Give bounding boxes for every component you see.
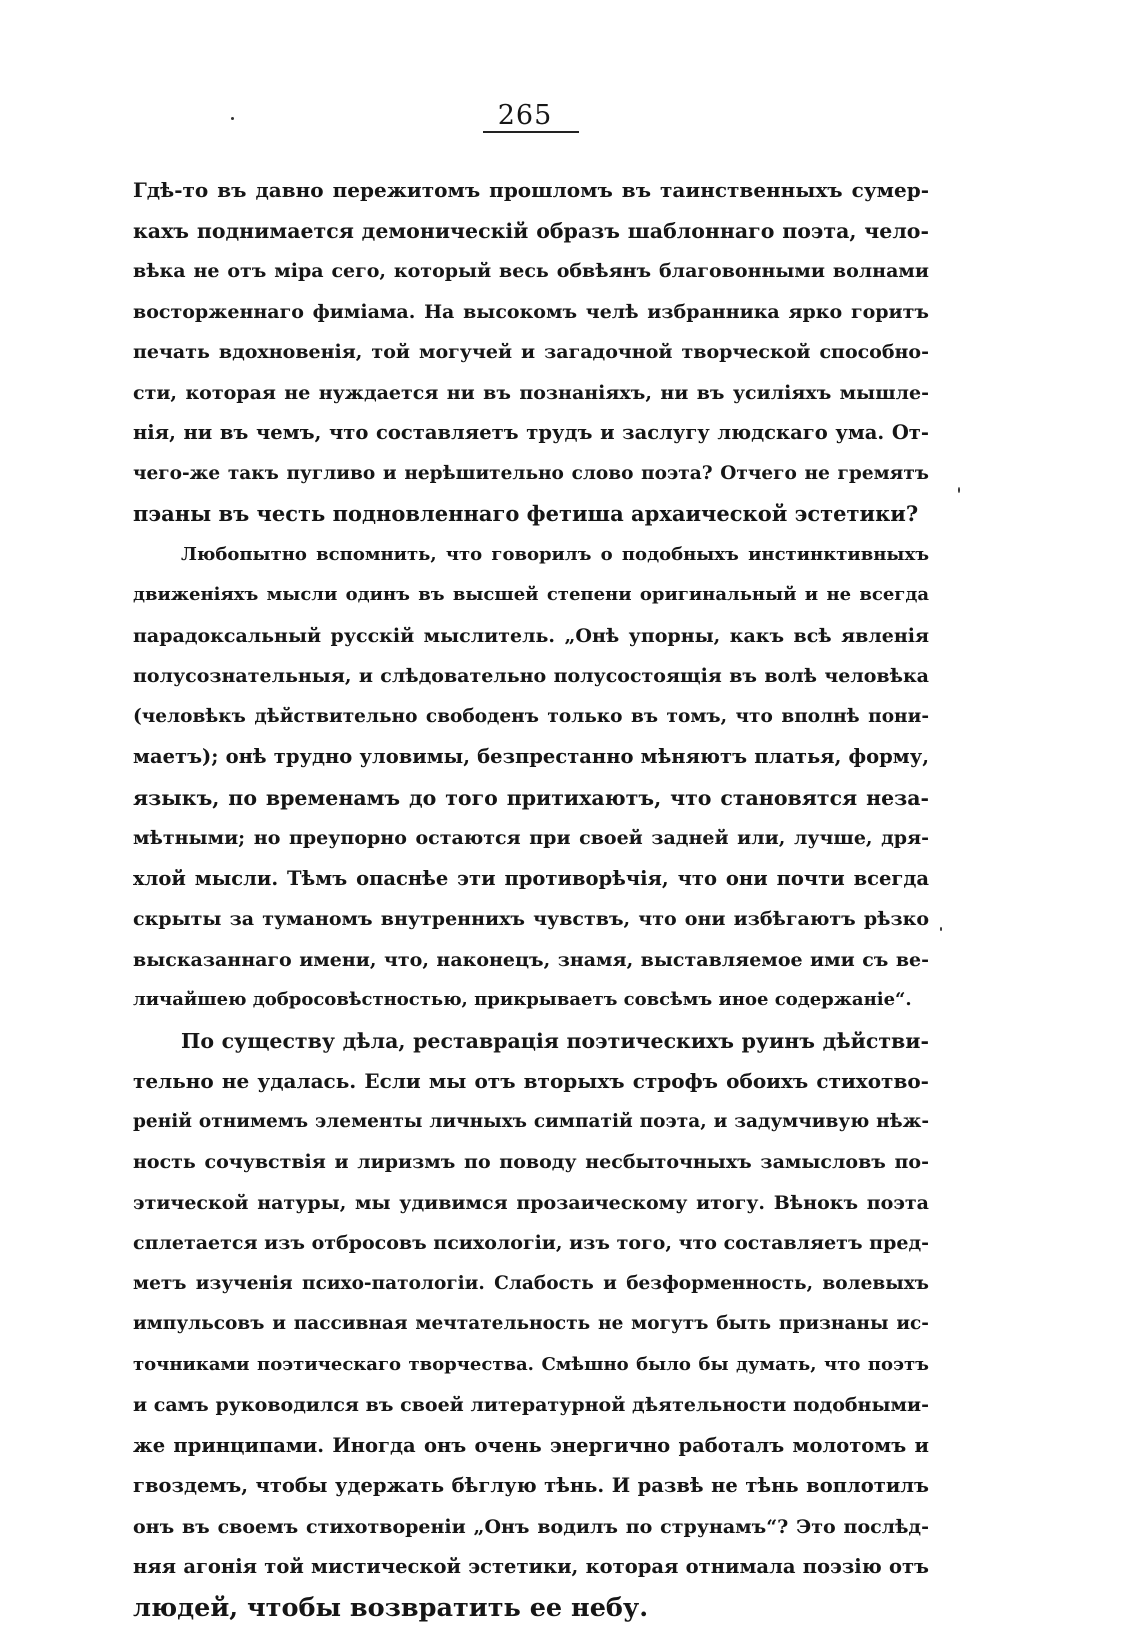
text-line: гвоздемъ, чтобы удержать бѣглую тѣнь. И развѣ не тѣнь воплотилъ [133,1474,929,1497]
text-line: Гдѣ-то въ давно пережитомъ прошломъ въ таинственныхъ сумер- [133,178,929,202]
text-line: этической натуры, мы удивимся прозаическому итогу. Вѣнокъ поэта [133,1191,929,1214]
ink-speck [940,927,942,931]
ink-speck [958,487,960,493]
text-line: людей, чтобы возвратить ее небу. [133,1592,649,1623]
text-line: печать вдохновенія, той могучей и загадочной творческой способно- [133,341,929,363]
text-line: же принципами. Иногда онъ очень энергично работалъ молотомъ и [133,1433,929,1457]
text-line: личайшею добросовѣстностью, прикрываетъ совсѣмъ иное содержаніе“. [133,989,912,1010]
paragraph [133,1021,929,1629]
text-line: восторженнаго фиміама. На высокомъ челѣ избранника ярко горитъ [133,300,929,323]
text-line: пэаны въ честь подновленнаго фетиша архаической эстетики? [133,501,919,526]
paragraph [133,535,929,1021]
text-line: сплетается изъ отбросовъ психологіи, изъ того, что составляетъ пред- [133,1232,929,1254]
text-line: маетъ); онѣ трудно уловимы, безпрестанно мѣняютъ платья, форму, [133,745,929,768]
text-line: реній отнимемъ элементы личныхъ симпатій поэта, и задумчивую нѣж- [133,1110,929,1132]
body-text [133,170,929,1628]
text-line: вѣка не отъ міра сего, который весь обвѣянъ благовонными волнами [133,260,929,282]
page-number-rule [483,131,579,133]
text-line: точниками поэтическаго творчества. Смѣшно было бы думать, что поэтъ [133,1353,929,1375]
text-line: скрыты за туманомъ внутреннихъ чувствъ, что они избѣгаютъ рѣзко [133,908,929,930]
paragraph [133,170,929,535]
text-line: няя агонія той мистической эстетики, которая отнимала поэзію отъ [133,1555,929,1578]
text-line: парадоксальный русскій мыслитель. „Онѣ упорны, какъ всѣ явленія [133,624,929,647]
text-line: импульсовъ и пассивная мечтательность не могутъ быть признаны ис- [133,1313,929,1334]
text-line: нія, ни въ чемъ, что составляетъ трудъ и заслугу людскаго ума. От- [133,421,929,444]
text-line: чего-же такъ пугливо и нерѣшительно слово поэта? Отчего не гремятъ [133,462,929,484]
page-number: 265 [497,100,553,131]
text-line: хлой мысли. Тѣмъ опаснѣе эти противорѣчія, что они почти всегда [133,866,929,890]
text-line: высказаннаго имени, что, наконецъ, знамя, выставляемое ими съ ве- [133,948,929,971]
text-line: кахъ поднимается демоническій образъ шаблоннаго поэта, чело- [133,218,929,243]
text-line: Любопытно вспомнить, что говорилъ о подобныхъ инстинктивныхъ [181,543,929,565]
text-line: онъ въ своемъ стихотвореніи „Онъ водилъ по струнамъ“? Это послѣд- [133,1515,929,1538]
text-line: мѣтными; но преупорно остаются при своей задней или, лучше, дря- [133,827,929,849]
text-line: тельно не удалась. Если мы отъ вторыхъ строфъ обоихъ стихотво- [133,1069,929,1093]
text-line: и самъ руководился въ своей литературной дѣятельности подобными- [133,1394,929,1416]
text-line: метъ изученія психо-патологіи. Слабость и безформенность, волевыхъ [133,1272,929,1294]
text-line: движеніяхъ мысли одинъ въ высшей степени оригинальный и не всегда [133,584,929,605]
text-line: сти, которая не нуждается ни въ познаніяхъ, ни въ усиліяхъ мышле- [133,381,929,404]
text-line: полусознательныя, и слѣдовательно полусостоящія въ волѣ человѣка [133,665,929,687]
text-line: языкъ, по временамъ до того притихаютъ, что становятся неза- [133,785,929,810]
ink-speck [231,117,234,120]
text-line: (человѣкъ дѣйствительно свободенъ только въ томъ, что вполнѣ пони- [133,705,929,727]
text-line: По существу дѣла, реставрація поэтическихъ руинъ дѣйстви- [181,1028,929,1053]
text-line: ность сочувствія и лиризмъ по поводу несбыточныхъ замысловъ по- [133,1151,929,1173]
